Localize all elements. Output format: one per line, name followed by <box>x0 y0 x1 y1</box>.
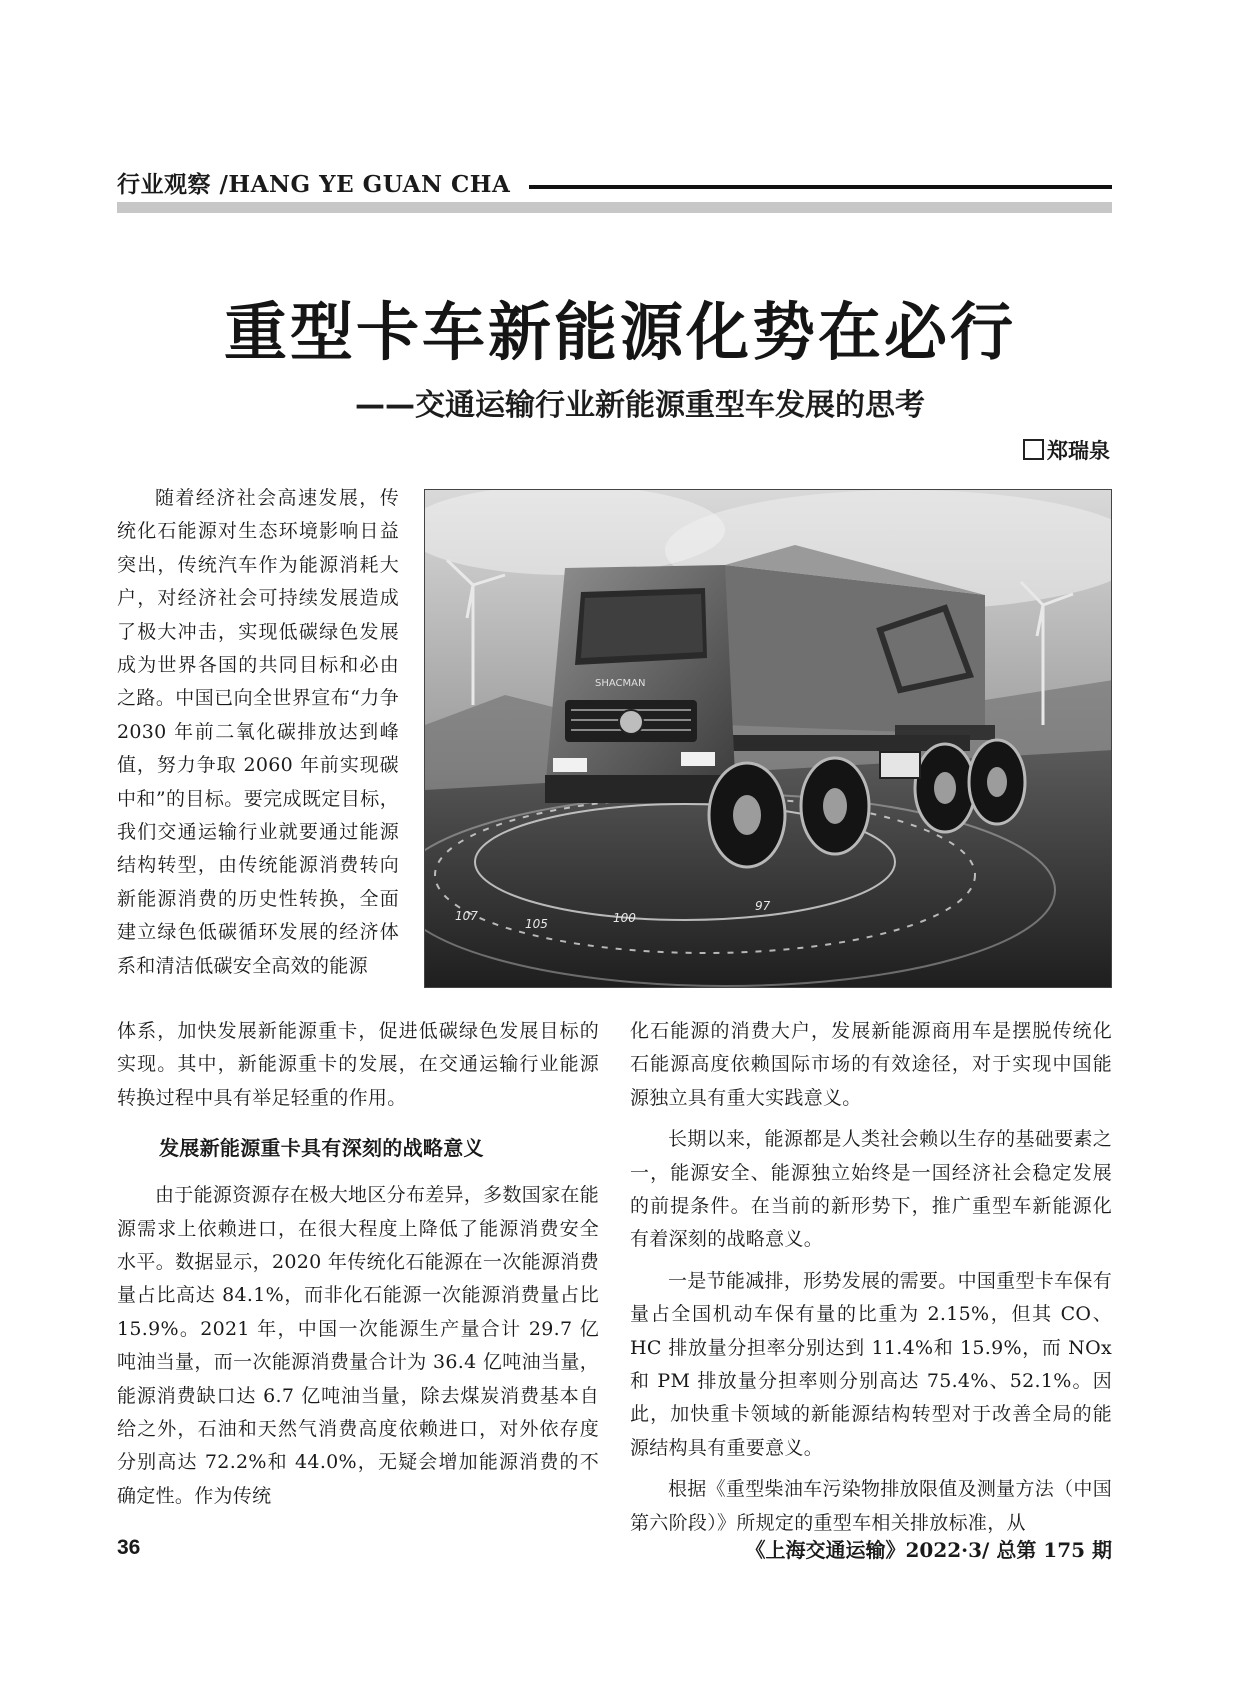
dial-label-4: 97 <box>755 899 771 913</box>
dial-label-1: 107 <box>455 909 478 923</box>
right-column <box>630 1015 1112 1548</box>
body-paragraph-4: 一是节能减排，形势发展的需要。中国重型卡车保有量占全国机动车保有量的比重为 2.15%，但其 CO、HC 排放量分担率分别达到 11.4%和 15.9%，而 NOx 和 PM 排放量分担率则分别高达 75.4%、52.1%。因此，加快重卡领域的新能源结构转型对于改善全局的能源结构具有重要意义。 <box>630 1269 1112 1459</box>
section-heading: 发展新能源重卡具有深刻的战略意义 <box>159 1136 484 1161</box>
dial-label-2: 105 <box>525 917 548 931</box>
intro-continued: 体系，加快发展新能源重卡，促进低碳绿色发展目标的实现。其中，新能源重卡的发展，在交通运输行业能源转换过程中具有举足轻重的作用。 <box>117 1020 599 1109</box>
article-title: 重型卡车新能源化势在必行 <box>224 295 1016 369</box>
body-paragraph-1: 由于能源资源存在极大地区分布差异，多数国家在能源需求上依赖进口，在很大程度上降低了能源消费安全水平。数据显示，2020 年传统化石能源在一次能源消费量占比高达 84.1%，而非化石能源一次能源消费量占比 15.9%。2021 年，中国一次能源生产量合计 29.7 亿吨油当量，而一次能源消费量合计为 36.4 亿吨油当量，能源消费缺口达 6.7 亿吨油当量，除去煤炭消费基本自给之外，石油和天然气消费高度依赖进口，对外依存度分别高达 72.2%和 44.0%，无疑会增加能源消费的不确定性。作为传统 <box>117 1184 599 1507</box>
header-rule <box>529 185 1112 189</box>
section-header <box>117 170 1112 220</box>
body-paragraph-5: 根据《重型柴油车污染物排放限值及测量方法（中国第六阶段）》所规定的重型车相关排放标准，从 <box>630 1478 1112 1534</box>
dial-label-3: 100 <box>613 911 636 925</box>
truck-photo <box>424 489 1112 988</box>
journal-footer: 《上海交通运输》2022·3/ 总第 175 期 <box>745 1538 1112 1562</box>
page-number: 36 <box>117 1536 141 1559</box>
truck-brand-text: SHACMAN <box>595 678 646 689</box>
body-paragraph-2: 化石能源的消费大户，发展新能源商用车是摆脱传统化石能源高度依赖国际市场的有效途径，对于实现中国能源独立具有重大实践意义。 <box>630 1020 1112 1109</box>
intro-paragraph: 随着经济社会高速发展，传统化石能源对生态环境影响日益突出，传统汽车作为能源消耗大户，对经济社会可持续发展造成了极大冲击，实现低碳绿色发展成为世界各国的共同目标和必由之路。中国已向全世界宣布“力争 2030 年前二氧化碳排放达到峰值，努力争取 2060 年前实现碳中和”的目标。要完成既定目标，我们交通运输行业就要通过能源结构转型，由传统能源消费转向新能源消费的历史性转换，全面建立绿色低碳循环发展的经济体系和清洁低碳安全高效的能源 <box>117 487 399 977</box>
intro-wrapped-text <box>117 482 399 983</box>
article-subtitle: ——交通运输行业新能源重型车发展的思考 <box>355 388 925 423</box>
body-paragraph-3: 长期以来，能源都是人类社会赖以生存的基础要素之一，能源安全、能源独立始终是一国经济社会稳定发展的前提条件。在当前的新形势下，推广重型车新能源化有着深刻的战略意义。 <box>630 1128 1112 1251</box>
section-label: 行业观察 /HANG YE GUAN CHA <box>117 171 511 198</box>
author-byline <box>1023 434 1110 468</box>
header-band <box>117 202 1112 213</box>
truck-illustration <box>425 490 1112 988</box>
author-box-icon <box>1023 439 1044 460</box>
left-column <box>117 1015 599 1513</box>
author-name: 郑瑞泉 <box>1047 439 1110 463</box>
